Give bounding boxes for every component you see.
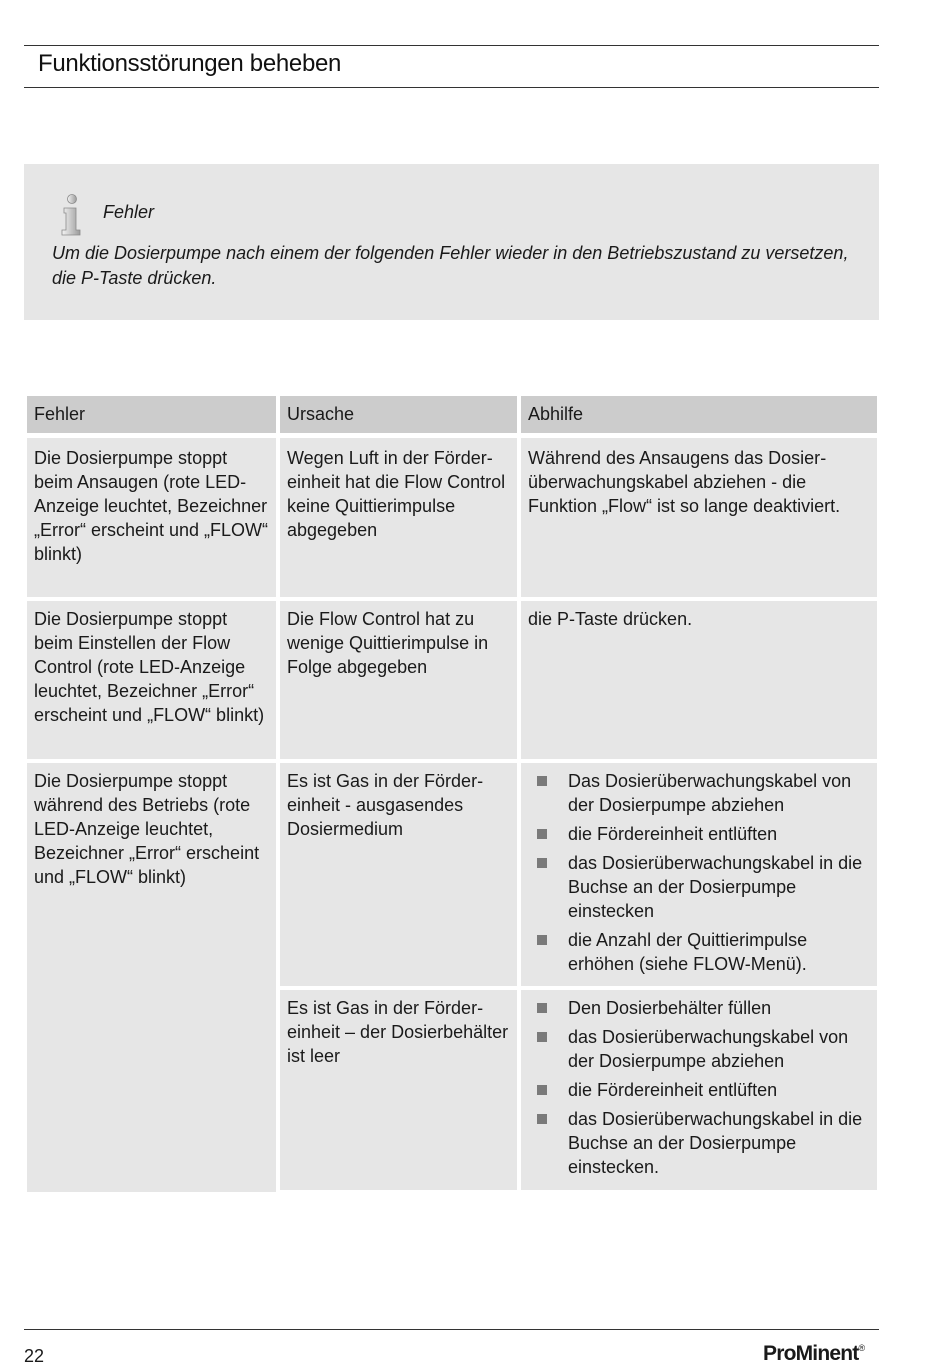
row2-ursache: Die Flow Control hat zu wenige Quittierimpulse in Folge abgegeben	[280, 601, 517, 759]
registered-mark: ®	[858, 1343, 865, 1353]
row2-fehler: Die Dosierpumpe stoppt beim Einstellen der Flow Control (rote LED-Anzeige leuchtet, Bezeichner „Error“ erscheint und „FLOW“ blinkt)	[27, 601, 276, 759]
list-item: Das Dosierüberwachungskabel von der Dosierpumpe abziehen	[528, 769, 870, 817]
footer-rule	[24, 1329, 879, 1330]
table-header-abhilfe: Abhilfe	[521, 396, 877, 433]
row2-abhilfe: die P-Taste drücken.	[521, 601, 877, 759]
row3a-abhilfe	[521, 763, 877, 986]
row3a-ursache: Es ist Gas in der Fördereinheit - ausgasendes Dosiermedium	[280, 763, 517, 986]
list-item: die Fördereinheit entlüften	[528, 822, 870, 846]
row3b-abhilfe-list	[528, 996, 870, 1179]
list-item: die Anzahl der Quittierimpulse erhöhen (siehe FLOW-Menü).	[528, 928, 870, 976]
table-header-ursache: Ursache	[280, 396, 517, 433]
info-icon	[60, 194, 82, 236]
page-number: 22	[24, 1346, 45, 1366]
header-top-rule	[24, 45, 879, 46]
table-header-fehler: Fehler	[27, 396, 276, 433]
note-text: Um die Dosierpumpe nach einem der folgenden Fehler wieder in den Betriebszustand zu versetzen, die P-Taste drücken.	[52, 243, 849, 288]
list-item: das Dosierüberwachungskabel von der Dosierpumpe abziehen	[528, 1025, 870, 1073]
info-note-box	[24, 164, 879, 320]
row3b-abhilfe	[521, 990, 877, 1190]
note-heading: Fehler	[103, 202, 155, 222]
page-title: Funktionsstörungen beheben	[38, 50, 342, 77]
row1-fehler: Die Dosierpumpe stoppt beim Ansaugen (rote LED-Anzeige leuchtet, Bezeichner „Error“ erscheint und „FLOW“ blinkt)	[27, 438, 276, 597]
row1-ursache: Wegen Luft in der Fördereinheit hat die Flow Control keine Quittierimpulse abgegeben	[280, 438, 517, 597]
list-item: die Fördereinheit entlüften	[528, 1078, 870, 1102]
row3b-ursache: Es ist Gas in der Fördereinheit – der Dosierbehälter ist leer	[280, 990, 517, 1190]
row1-abhilfe: Während des Ansaugens das Dosierüberwachungskabel abziehen - die Funktion „Flow“ ist so lange deaktiviert.	[521, 438, 877, 597]
header-bottom-rule	[24, 87, 879, 88]
list-item: das Dosierüberwachungskabel in die Buchse an der Dosierpumpe einstecken.	[528, 1107, 870, 1179]
prominent-logo	[763, 1342, 864, 1366]
list-item: das Dosierüberwachungskabel in die Buchse an der Dosierpumpe einstecken	[528, 851, 870, 923]
row3-fehler: Die Dosierpumpe stoppt während des Betriebs (rote LED-Anzeige leuchtet, Bezeichner „Error“ erscheint und „FLOW“ blinkt)	[27, 763, 276, 1192]
logo-text: ProMinent	[763, 1342, 859, 1365]
row3a-abhilfe-list	[528, 769, 870, 976]
list-item: Den Dosierbehälter füllen	[528, 996, 870, 1020]
